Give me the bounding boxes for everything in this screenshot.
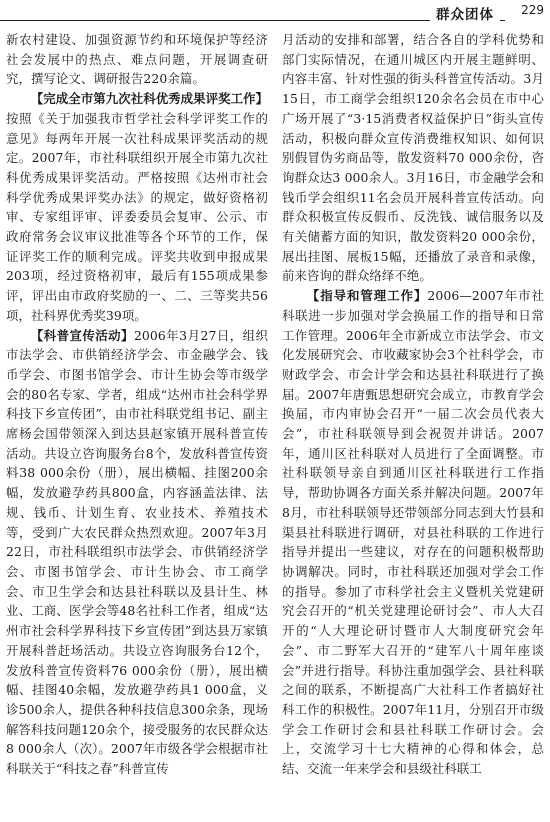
paragraph-guidance-body: 2006—2007年市社科联进一步加强对学会换届工作的指导和日常工作管理。2006年全市新成立市法学会、市文化发展研究会、市收藏家协会3个社科学会，市财政学会、市会计学会和达县社科联进行了换届。2007年唐甄思想研究会成立，市教育学会换届，市内审协会召开“一届二次会员代表大会”，市社科联领导到会祝贺并讲话。2007年，通川区社科联对人员进行了全面调整。市社科联领导亲自到通川区社科联进行工作指导，帮助协调各方面关系并解决问题。2007年8月，市社科联领导还带领部分同志到大竹县和渠县社科联进行调研，对县社科联的工作进行指导并提出一些建议，对存在的问题积极帮助协调解决。同时，市社科联还加强对学会工作的指导。参加了市科学社会主义暨机关党建研究会召开的“机关党建理论研讨会”、市人大召开的“人大理论研讨暨市人大制度研究会年会”、市二野军大召开的“建军八十周年座谈会”并进行指导。科协注重加强学会、县社科联之间的联系，不断提高广大社科工作者搞好社科工作的积极性。2007年11月，分别召开市级学会工作研讨会和县社科联工作研讨会。会上，交流学习十七大精神的心得和体会，总结、交流一年来学会和县级社科联工 — [282, 288, 544, 777]
paragraph-evaluation-body: 按照《关于加强我市哲学社会科学评奖工作的意见》每两年开展一次社科成果评奖活动的规定。2007年，市社科联组织开展全市第九次社科优秀成果评奖活动。严格按照《达州市社会科学优秀成果评奖办法》的规定，做好资格初审、专家组评审、评委委员会复审、公示、市政府常务会议审议批准等各个环节的工作，保证评奖工作的顺利完成。评奖共收到申报成果203项，经过资格初审，最后有155项成果参评，评出由市政府奖励的一、二、三等奖共56项，社科界优秀奖39项。 — [6, 110, 268, 323]
page-number: 229 — [521, 3, 544, 17]
section-heading-guidance: 【指导和管理工作】 — [306, 288, 428, 304]
left-column — [6, 30, 268, 779]
section-heading-science-promo: 【科普宣传活动】 — [30, 327, 134, 343]
paragraph-continued: 新农村建设、加强资源节约和环境保护等经济社会发展中的热点、难点问题，开展调查研究，撰写论文、调研报告220余篇。 — [6, 32, 268, 87]
paragraph-guidance — [282, 286, 544, 779]
section-title: 群众团体 — [430, 3, 500, 23]
paragraph-evaluation — [6, 89, 268, 325]
section-heading-evaluation: 【完成全市第九次社科优秀成果评奖工作】 — [30, 91, 269, 107]
page-header — [0, 0, 550, 28]
paragraph-continued-right: 月活动的安排和部署，结合各自的学科优势和部门实际情况，在通川城区内开展主题鲜明、内容丰富、针对性强的街头科普宣传活动。3月15日，市工商学会组织120余名会员在市中心广场开展了“3·15消费者权益保护日”街头宣传活动，积极向群众宣传消费维权知识、如何识别假冒伪劣商品等，散发资料70 000余份，咨询群众达3 000余人。3月16日，市金融学会和钱币学会组织11名会员开展科普宣传活动。向群众积极宣传反假币、反洗钱、诚信服务以及有关储蓄方面的知识，散发资料20 000余份，展出挂图、展板15幅，还播放了录音和录像，前来咨询的群众络绎不绝。 — [282, 32, 544, 284]
right-column — [282, 30, 544, 779]
paragraph-science-promo-body: 2006年3月27日，组织市法学会、市供销经济学会、市金融学会、钱币学会、市图书馆学会、市计生协会等市级学会的80名专家、学者，组成“达州市社会科学界科技下乡宣传团”，由市社科联党组书记、副主席杨会国带领深入到达县赵家镇开展科普宣传活动。共设立咨询服务台8个，发放科普宣传资料38 000余份（册），展出横幅、挂图200余幅，发放避孕药具800盒，内容涵盖法律、法规、钱币、计划生育、农业技术、养殖技术等，受到广大农民群众热烈欢迎。2007年3月22日，市社科联组织市法学会、市供销经济学会、市图书馆学会、市计生协会、市工商学会、市卫生学会和达县社科联以及县计生、林业、工商、医学会等48名社科工作者，组成“达州市社会科学界科技下乡宣传团”到达县万家镇开展科普赶场活动。共设立咨询服务台12个，发放科普宣传资料76 000余份（册），展出横幅、挂图40余幅，发放避孕药具1 000盒，义诊500余人，提供各种科技信息300余条，现场解答科技问题120余个，接受服务的农民群众达8 000余人（次）。2007年市级各学会根据市社科联关于“科技之春”科普宣传 — [6, 327, 268, 777]
paragraph-science-promo — [6, 326, 268, 779]
